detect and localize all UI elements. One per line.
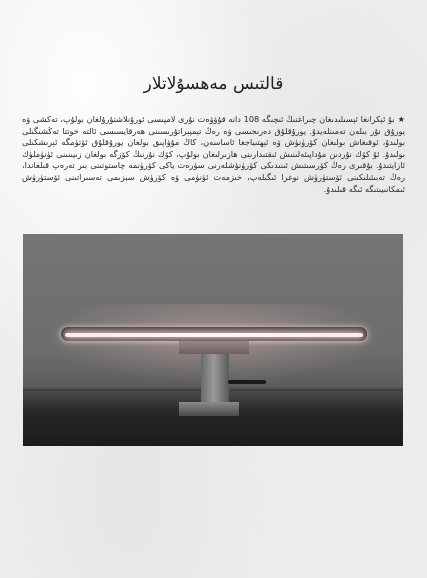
product-description-text: بۇ ئېكرانغا ئېسىلىدىغان چىراغنىڭ ئىچىگە 108 دانە قۇۋۋەت نۇرى لامپىسى ئورۇنلاشتۇرۇلغان بولۇپ، تەكشى ۋە يورۇق نۇر بىلەن تەمىنلەيدۇ. يورۇقلۇق دەرىجىسى ۋە رەڭ تېمپېراتۇرىسىنى ھەرقايسىسى ئالتە خوتتا تەڭشىگىلى بولىدۇ، ئوقىغاش بولىغان كۆرۈنۈش ۋە ئېھتىياجغا ئاساسەن، كاڭ مۇۋاپىق بولغان يورۇقلۇق ئۆتۈمگە ئېرىشكىلى بولىدۇ. ئۇ كۆك نۇردىن مۇداپىئەلىنىش ئىقتىدارىنى ھازىرلىغان بولۇپ، كۆك نۇرنىڭ كۆزگە بولغان زىيىنىنى ئۈنۈملۈك ئازايتىدۇ. بۇقىرى رەڭ كۆرسىتىش ئىنىدىكى كۆرۈنۈشلەرنى سۈرەت ياكى كۆرۈنمە چاستوتىنى بىر تەرەپ قىلغاندا، رەڭ تەبىئىلىكىنى ئۆستۈرۈش نوغرا ئىگىلەپ، خىزمەت ئۈنۈمى ۋە كۆرۈش سېزىمى تەسىراتىنى ئۆستۈرۈش ئىمكانىيىتىگە ئىگە قىلىدۇ.	[22, 114, 405, 194]
product-description	[22, 114, 405, 195]
page-title: قالتىس مەھسۇلاتلار	[143, 74, 284, 94]
power-cable	[228, 380, 266, 384]
monitor-base	[179, 402, 239, 416]
lamp-light-strip	[65, 333, 363, 337]
monitor-stand	[201, 354, 229, 406]
product-photo	[23, 234, 403, 446]
star-icon: ★	[397, 114, 405, 124]
lamp-clamp	[179, 341, 249, 354]
